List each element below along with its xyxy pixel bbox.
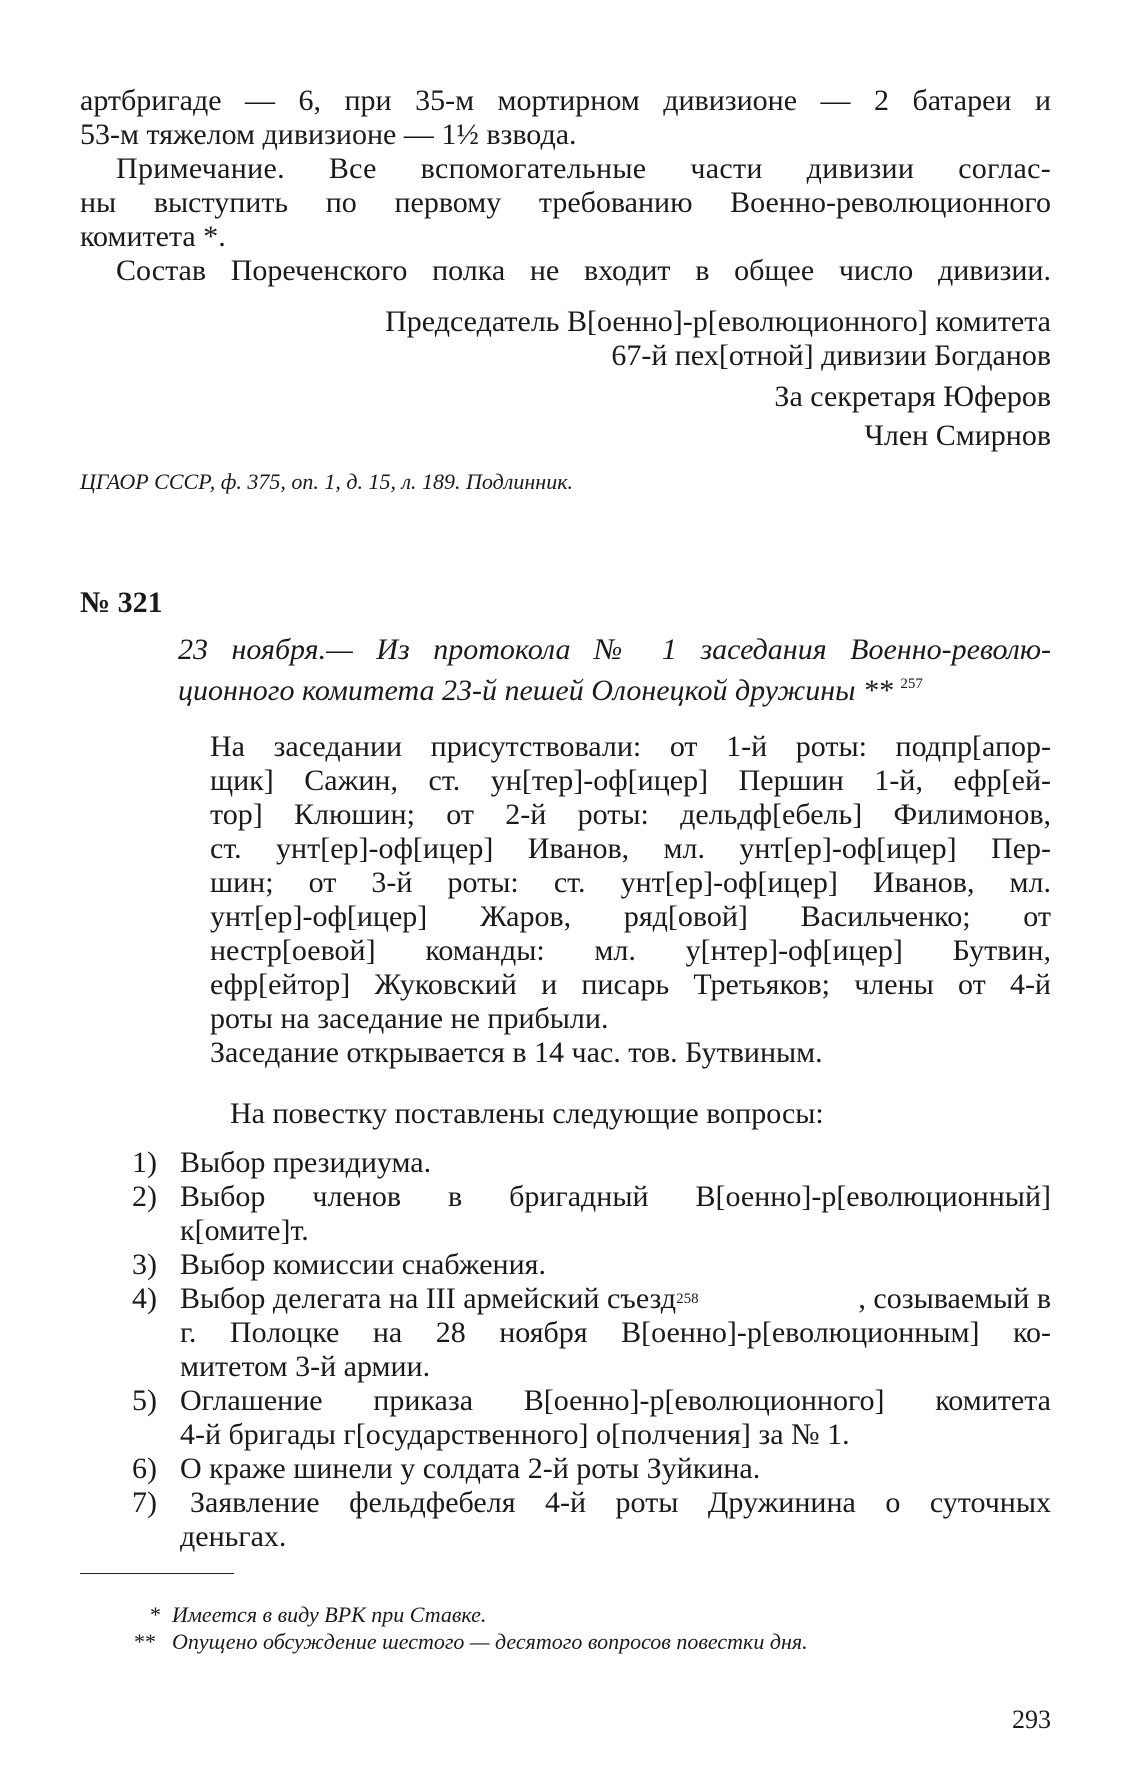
body-line: ст. унт[ер]-оф[ицер] Иванов, мл. унт[ер]-оф[ицер] Пер- [210, 832, 1051, 865]
body-line: тор] Клюшин; от 2-й роты: дельдф[ебель] Филимонов, [210, 798, 1051, 831]
agenda-item: Выбор делегата на III армейский съезд 258 , созываемый в [180, 1282, 1051, 1315]
body-line: артбригаде — 6, при 35-м мортирном дивизионе — 2 батареи и [80, 84, 1051, 117]
signature-line: Член Смирнов [864, 419, 1051, 452]
agenda-item: 4-й бригады г[осударственного] о[полчения] за № 1. [180, 1418, 850, 1451]
agenda-number: 2) [132, 1180, 157, 1213]
agenda-number: 7) [132, 1486, 157, 1519]
footnote-divider [80, 1573, 234, 1574]
agenda-item: Оглашение приказа В[оенно]-р[еволюционного] комитета [180, 1384, 1051, 1417]
agenda-intro: На повестку поставлены следующие вопросы: [230, 1097, 824, 1130]
agenda-item: к[омите]т. [180, 1214, 309, 1247]
agenda-item: Выбор президиума. [180, 1146, 432, 1179]
agenda-item: г. Полоцке на 28 ноября В[оенно]-р[еволюционным] ко- [180, 1316, 1051, 1349]
agenda-number: 3) [132, 1248, 157, 1281]
archive-source: ЦГАОР СССР, ф. 375, оп. 1, д. 15, л. 189. Подлинник. [80, 469, 573, 494]
signature-line: Председатель В[оенно]-р[еволюционного] комитета [385, 305, 1051, 338]
agenda-number: 1) [132, 1146, 157, 1179]
agenda-item: митетом 3-й армии. [180, 1350, 431, 1383]
body-line: ефр[ейтор] Жуковский и писарь Третьяков; члены от 4-й [210, 968, 1051, 1001]
body-line: Заседание открывается в 14 час. тов. Бутвиным. [210, 1036, 823, 1069]
composition-line: Состав Пореченского полка не входит в общее число дивизии. [116, 254, 1051, 287]
body-line: унт[ер]-оф[ицер] Жаров, ряд[овой] Васильченко; от [210, 900, 1051, 933]
note-line: ны выступить по первому требованию Военно-революционного [80, 186, 1051, 219]
agenda-item: деньгах. [180, 1520, 287, 1553]
agenda-number: 4) [132, 1282, 157, 1315]
body-line: На заседании присутствовали: от 1-й роты: подпр[апор- [210, 730, 1051, 763]
footnote-mark: ** [134, 1629, 156, 1654]
document-heading: ционного комитета 23-й пешей Олонецкой дружины ** $^{257}$ [178, 674, 923, 707]
page-number: 293 [1012, 1705, 1051, 1734]
body-line: шин; от 3-й роты: ст. унт[ер]-оф[ицер] Иванов, мл. [210, 866, 1051, 899]
document-number: № 321 [80, 586, 163, 619]
footnote-text: Имеется в виду ВРК при Ставке. [172, 1602, 487, 1627]
agenda-number: 5) [132, 1384, 157, 1417]
signature-line: За секретаря Юферов [774, 380, 1051, 413]
body-line: щик] Сажин, ст. ун[тер]-оф[ицер] Першин 1-й, ефр[ей- [210, 764, 1051, 797]
footnote-ref: 257 [900, 676, 923, 692]
note-line: комитета *. [80, 220, 226, 253]
footnote-ref: 258 [676, 1291, 699, 1307]
body-line: нестр[оевой] команды: мл. у[нтер]-оф[ицер] Бутвин, [210, 934, 1051, 967]
agenda-item: Выбор комиссии снабжения. [180, 1248, 546, 1281]
agenda-number: 6) [132, 1452, 157, 1485]
body-line: роты на заседание не прибыли. [210, 1002, 609, 1035]
body-line: 53-м тяжелом дивизионе — 1½ взвода. [80, 118, 577, 151]
agenda-item: О краже шинели у солдата 2-й роты Зуйкина. [180, 1452, 761, 1485]
agenda-item: Заявление фельдфебеля 4-й роты Дружинина о суточных [190, 1486, 1051, 1519]
document-heading: 23 ноября.— Из протокола № 1 заседания Военно-револю- [178, 633, 1051, 666]
footnote-text: Опущено обсуждение шестого — десятого вопросов повестки дня. [172, 1629, 808, 1654]
note-line: Примечание. Все вспомогательные части дивизии соглас- [116, 152, 1051, 185]
agenda-item: Выбор членов в бригадный В[оенно]-р[еволюционный] [180, 1180, 1051, 1213]
footnote-mark: * [150, 1602, 161, 1627]
signature-line: 67-й пех[отной] дивизии Богданов [611, 339, 1051, 372]
